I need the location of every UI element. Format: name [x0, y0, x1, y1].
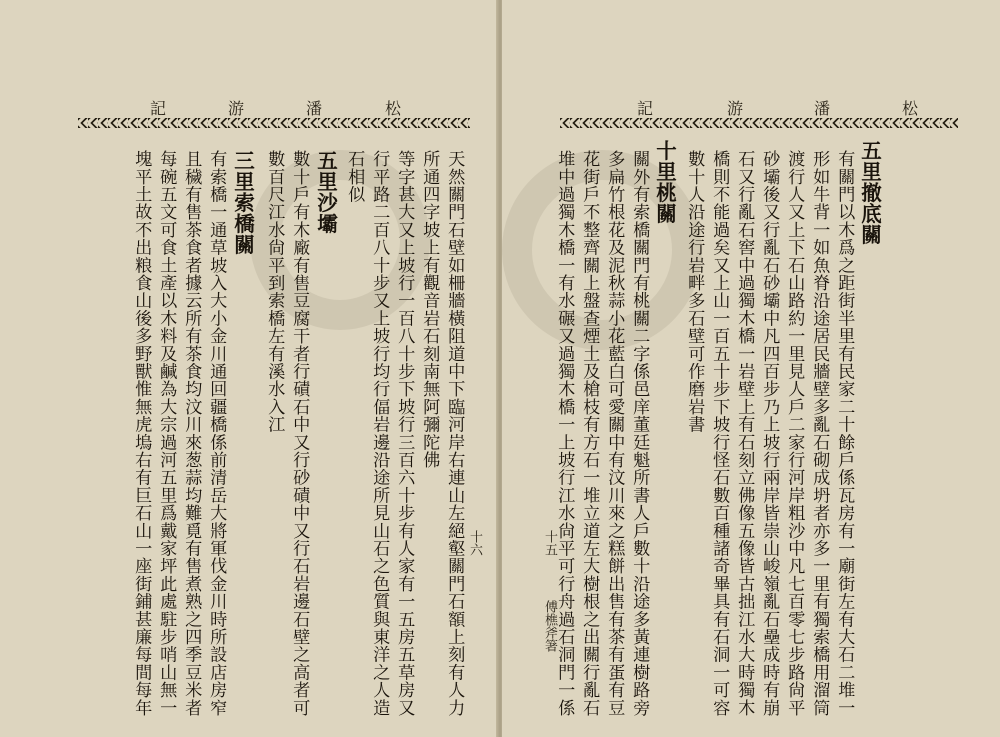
running-head-char: 游 — [727, 99, 744, 118]
running-head-char: 潘 — [306, 99, 323, 118]
text-column: 數百尺江水尙平到索橋左有溪水入江 — [264, 150, 285, 434]
left-running-head — [150, 96, 480, 116]
text-column: 所通四字坡上有觀音岩石刻南無阿彌陀佛 — [419, 150, 440, 469]
running-head-char: 記 — [637, 99, 654, 118]
text-column: 且穢有售茶食者據云所有茶食均汶川來葱蒜均難覓有售煮熟之四季豆米者 — [181, 150, 202, 717]
section-heading: 五里撤底關 — [857, 140, 882, 245]
text-column: 花街戶不整齊關上盤查煙土及槍枝有方石一堆立道左大樹根之出關行亂石 — [579, 150, 600, 717]
text-column: 石相似 — [344, 150, 365, 204]
text-column: 形如牛背一如魚脊沿途居民牆壁多亂石砌成坍者亦多一里有獨索橋用溜筒 — [809, 150, 830, 717]
running-head-char: 松 — [385, 99, 402, 118]
right-running-head — [637, 96, 967, 116]
text-column: 砂壩後又行亂石砂壩中凡四百步乃上坡行兩岸皆崇山峻嶺亂石壘成時有崩 — [759, 150, 780, 717]
text-column: 堆中過獨木橋一有水碾又過獨木橋一上坡行江水尙平可行舟過石洞門一係 — [554, 150, 575, 717]
text-column: 石又行亂石窖中過獨木橋一岩壁上有石刻立佛像五像皆古拙江水大時獨木 — [734, 150, 755, 717]
text-column: 多扁竹根花及泥秋蒜小花藍白可愛關中有汶川來之糕餅出售有茶有蛋有豆 — [604, 150, 625, 717]
text-column: 關外有索橋關門有桃關二字係邑庠董廷魁所書人戶數十沿途多黃連樹路旁 — [629, 150, 650, 717]
running-head-char: 潘 — [814, 99, 831, 118]
folio-number: 十五 — [542, 530, 557, 556]
text-column: 橋則不能過矣又上山一百五十步下坡行怪石數百種諸奇畢具有石洞一可容 — [709, 150, 730, 717]
text-column: 天然關門石壁如柵牆橫阻道中下臨河岸右連山左絕壑關門石額上刻有人力 — [444, 150, 465, 717]
section-heading: 十里桃關 — [652, 140, 677, 224]
running-head-char: 記 — [150, 99, 167, 118]
text-column: 行平路二百八十步又上坡行均行偪岩邊沿途所見山石之色質與東洋之人造 — [369, 150, 390, 717]
running-head-char: 松 — [902, 99, 919, 118]
text-column: 數十戶有木廠有售豆腐干者行磧石中又行砂磧中又行石岩邊石壁之高者可 — [289, 150, 310, 717]
text-column: 有關門以木爲之距街半里有民家二十餘戶係瓦房有一廟街左有大石二堆一 — [834, 150, 855, 717]
text-column: 有索橋一通草坡入大小金川通回疆橋係前清岳大將軍伐金川時所設店房窄 — [206, 150, 227, 717]
text-column: 渡行人又上下石山路約一里見人戶二家行河岸粗沙中凡七百零七步路尙平 — [784, 150, 805, 717]
top-border-ornament — [78, 118, 470, 128]
text-column: 每碗五文可食土產以木料及鹹為大宗過河五里爲戴家坪此處駐步哨山無一 — [156, 150, 177, 717]
text-column: 等字甚大又上坡行一百八十步下坡行三百六十步有人家有一五房五草房又 — [394, 150, 415, 717]
left-page — [0, 0, 498, 737]
right-page — [502, 0, 1000, 737]
section-heading: 三里索橋關 — [230, 150, 255, 255]
text-column: 塊平土故不出粮食山後多野獸惟無虎塢右有巨石山一座街鋪甚廉每間每年 — [131, 150, 152, 717]
folio-number: 十六 — [467, 530, 482, 556]
top-border-ornament — [560, 118, 958, 128]
text-column: 數十人沿途行岩畔多石壁可作磨岩書 — [684, 150, 705, 434]
section-heading: 五里沙壩 — [313, 150, 338, 234]
running-head-char: 游 — [228, 99, 245, 118]
author-credit: 傅樵斧箸 — [542, 600, 557, 652]
